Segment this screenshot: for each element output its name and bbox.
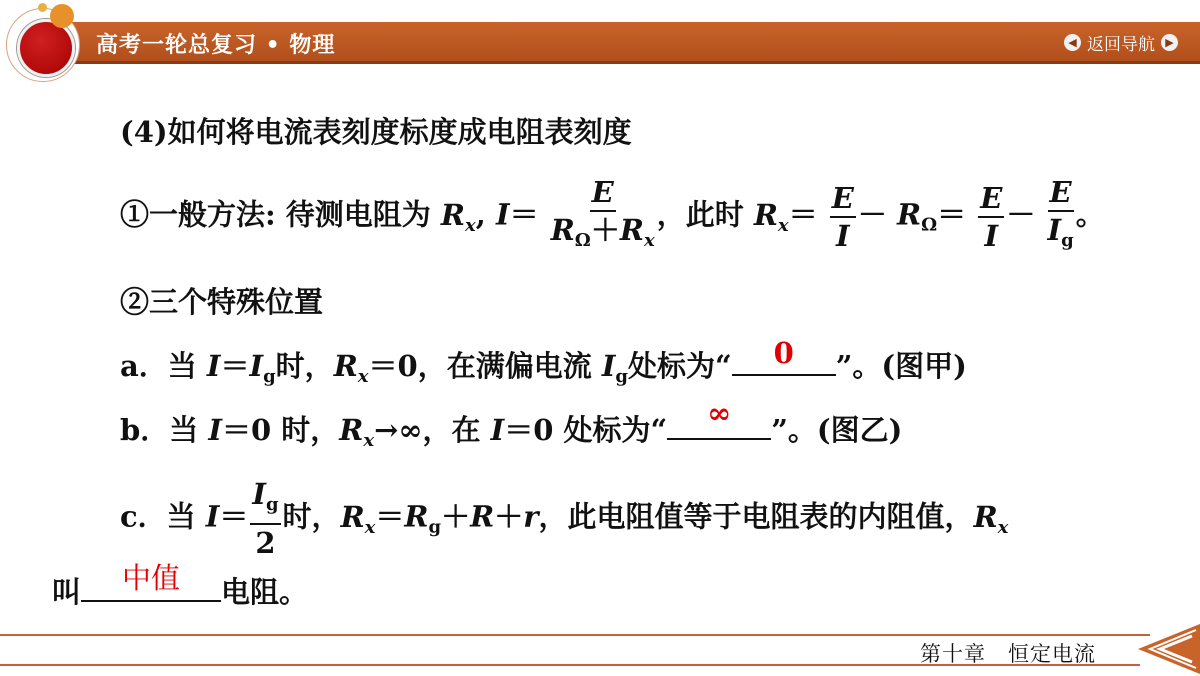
section-heading: (4)如何将电流表刻度标度成电阻表刻度 (120, 115, 632, 149)
chapter-label: 第十章 恒定电流 (920, 642, 1096, 666)
formula-line: ①一般方法: 待测电阻为 $R_x$, I＝ $\frac{E}{R_\Omega+R_x}$ ，此时 $R_x=$ $\frac{E}{I}$ － $R_\Omega=$ $\frac{E}{I}$ － $\frac{E}{I_g}$ 。 (120, 174, 1105, 259)
item-c-continued: 叫 中值 电阻。 (52, 570, 308, 611)
answer-blank-c (81, 561, 221, 602)
logo-red-circle (17, 19, 75, 77)
fraction-E-over-I-2: $\frac{E}{I}$ (980, 180, 1003, 253)
fraction-E-over-Ig: $\frac{E}{I_g}$ (1047, 175, 1074, 251)
answer-b: ∞ (707, 396, 732, 430)
var-Rx: $R_x$ (440, 197, 476, 236)
fraction-E-over-R: $\frac{E}{R_\Omega+R_x}$ (550, 175, 655, 251)
fraction-E-over-I: $\frac{E}{I}$ (831, 180, 854, 253)
answer-blank-b (667, 396, 771, 440)
arrow-left-icon[interactable]: ◀ (1064, 34, 1081, 51)
item-b: b．当 I＝0 时，$R_x\to\infty$，在 I＝0 处标为“ ∞ ”。(图乙) (120, 396, 903, 451)
footer-arrow-icon[interactable] (1138, 624, 1200, 674)
arrow-right-icon[interactable]: ▶ (1161, 34, 1178, 51)
answer-c: 中值 (122, 561, 181, 595)
logo-dot-big (50, 4, 74, 28)
item-c: c．当 I＝ $\frac{I_g}{2}$ 时，$R_x=R_g+R+r$，此电阻值等于电阻表的内阻值，$R_x$ (120, 477, 1009, 560)
answer-a: 0 (773, 336, 794, 370)
special-positions-title: ②三个特殊位置 (120, 285, 324, 319)
fraction-Ig-over-2: $\frac{I_g}{2}$ (252, 477, 279, 560)
nav-back[interactable] (1064, 30, 1178, 55)
logo-dot-small (38, 3, 47, 12)
header-title: 高考一轮总复习 • 物理 (96, 33, 336, 58)
footer-line-top (0, 634, 1150, 636)
answer-blank-a (732, 336, 836, 376)
item-a: a．当 $I=I_g$时，$R_x=0$，在满偏电流 $I_g$处标为“ 0 ”。(图甲) (120, 336, 967, 387)
nav-label[interactable]: 返回导航 (1087, 35, 1155, 55)
